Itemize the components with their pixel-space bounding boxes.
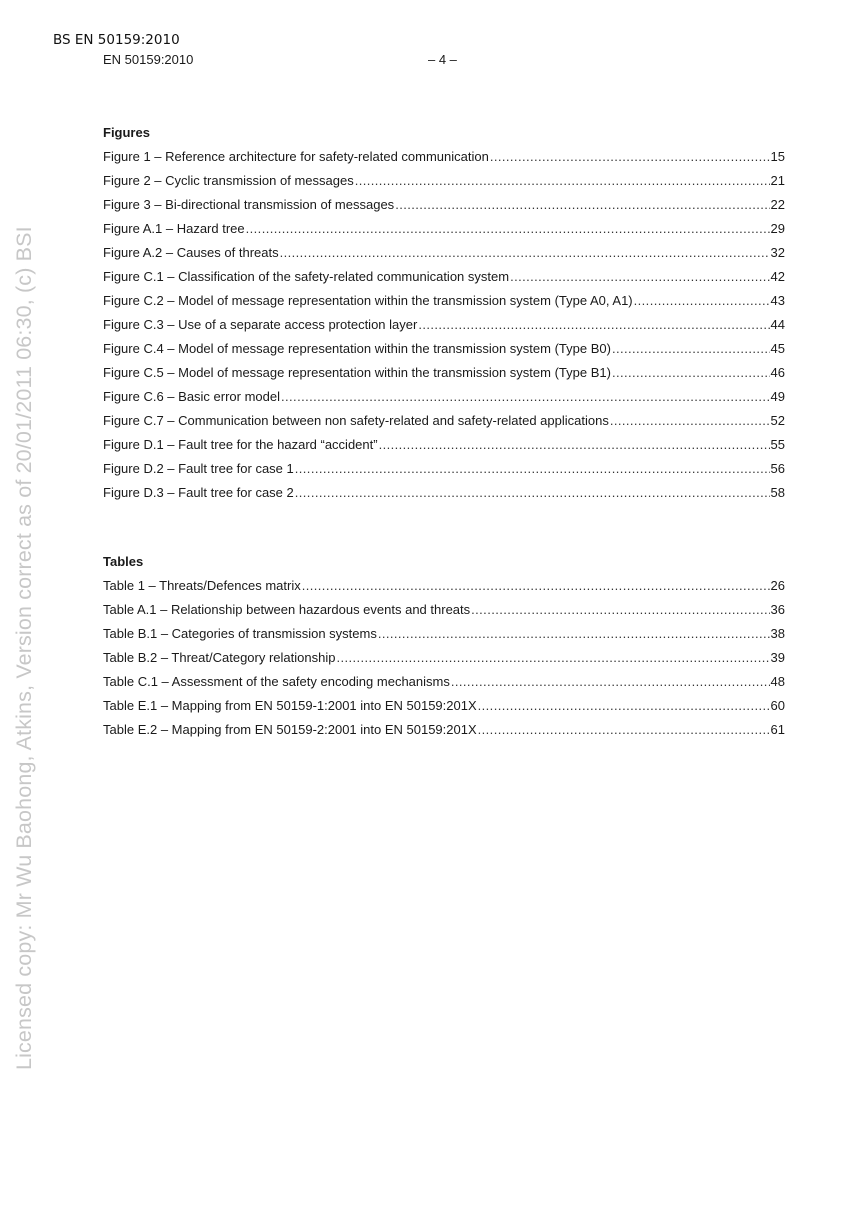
dot-leader [295, 460, 770, 477]
dot-leader [280, 244, 770, 261]
toc-entry-title: Table C.1 – Assessment of the safety encoding mechanisms [103, 674, 450, 689]
toc-entry-page: 29 [770, 221, 785, 236]
toc-entry[interactable] [103, 697, 785, 721]
dot-leader [451, 673, 770, 690]
toc-entry-title: Table E.1 – Mapping from EN 50159-1:2001 into EN 50159:201X [103, 698, 477, 713]
toc-entry[interactable] [103, 388, 785, 412]
toc-entry-page: 60 [770, 698, 785, 713]
toc-entry-page: 56 [770, 461, 785, 476]
toc-entry[interactable] [103, 172, 785, 196]
toc-entry-title: Figure C.3 – Use of a separate access protection layer [103, 317, 418, 332]
standard-id: BS EN 50159:2010 [53, 32, 180, 48]
figures-heading: Figures [103, 125, 150, 140]
toc-entry-title: Figure 3 – Bi-directional transmission of messages [103, 197, 395, 212]
toc-entry-page: 15 [770, 149, 785, 164]
dot-leader [471, 601, 769, 618]
dot-leader [355, 172, 770, 189]
toc-entry-title: Figure C.7 – Communication between non safety-related and safety-related applications [103, 413, 609, 428]
license-watermark: Licensed copy: Mr Wu Baohong, Atkins, Version correct as of 20/01/2011 06:30, (c) BSI [12, 226, 36, 1070]
toc-entry-page: 48 [770, 674, 785, 689]
toc-entry-page: 32 [770, 245, 785, 260]
toc-entry-title: Figure D.3 – Fault tree for case 2 [103, 485, 294, 500]
toc-entry[interactable] [103, 148, 785, 172]
toc-entry[interactable] [103, 484, 785, 508]
toc-entry-page: 44 [770, 317, 785, 332]
dot-leader [610, 412, 770, 429]
toc-entry-page: 43 [770, 293, 785, 308]
toc-entry[interactable] [103, 460, 785, 484]
dot-leader [379, 436, 770, 453]
dot-leader [302, 577, 770, 594]
toc-entry[interactable] [103, 625, 785, 649]
dot-leader [634, 292, 770, 309]
toc-entry-page: 21 [770, 173, 785, 188]
toc-entry[interactable] [103, 577, 785, 601]
dot-leader [612, 340, 770, 357]
tables-heading: Tables [103, 554, 144, 569]
toc-entry-page: 36 [770, 602, 785, 617]
toc-entry[interactable] [103, 220, 785, 244]
dot-leader [490, 148, 770, 165]
toc-entry[interactable] [103, 721, 785, 745]
toc-entry-title: Figure C.2 – Model of message representation within the transmission system (Type A0, A1) [103, 293, 633, 308]
toc-entry-title: Figure D.1 – Fault tree for the hazard “accident” [103, 437, 378, 452]
toc-entry[interactable] [103, 649, 785, 673]
toc-entry-title: Table 1 – Threats/Defences matrix [103, 578, 301, 593]
toc-entry-page: 39 [770, 650, 785, 665]
toc-entry[interactable] [103, 268, 785, 292]
toc-entry[interactable] [103, 292, 785, 316]
toc-entry-page: 52 [770, 413, 785, 428]
document-number: EN 50159:2010 [103, 52, 194, 67]
dot-leader [478, 721, 770, 738]
toc-entry[interactable] [103, 196, 785, 220]
list-of-figures [103, 124, 785, 508]
toc-entry[interactable] [103, 244, 785, 268]
toc-entry-title: Table A.1 – Relationship between hazardous events and threats [103, 602, 471, 617]
toc-entry[interactable] [103, 601, 785, 625]
toc-entry-title: Figure 1 – Reference architecture for safety-related communication [103, 149, 489, 164]
dot-leader [395, 196, 769, 213]
toc-entry-page: 26 [770, 578, 785, 593]
toc-entry-page: 55 [770, 437, 785, 452]
toc-entry[interactable] [103, 316, 785, 340]
toc-entry-page: 61 [770, 722, 785, 737]
toc-entry-title: Figure D.2 – Fault tree for case 1 [103, 461, 294, 476]
toc-entry-page: 49 [770, 389, 785, 404]
toc-entry-title: Figure C.1 – Classification of the safety-related communication system [103, 269, 510, 284]
toc-entry-page: 45 [770, 341, 785, 356]
dot-leader [378, 625, 770, 642]
toc-entry-title: Figure A.1 – Hazard tree [103, 221, 245, 236]
toc-entry-title: Figure C.4 – Model of message representation within the transmission system (Type B0) [103, 341, 611, 356]
figures-list [103, 148, 785, 508]
toc-entry[interactable] [103, 364, 785, 388]
dot-leader [246, 220, 770, 237]
dot-leader [510, 268, 769, 285]
toc-entry-page: 22 [770, 197, 785, 212]
toc-entry-title: Table E.2 – Mapping from EN 50159-2:2001 into EN 50159:201X [103, 722, 477, 737]
toc-entry-title: Table B.2 – Threat/Category relationship [103, 650, 336, 665]
toc-entry-title: Figure A.2 – Causes of threats [103, 245, 279, 260]
toc-entry-title: Figure C.6 – Basic error model [103, 389, 281, 404]
toc-entry[interactable] [103, 340, 785, 364]
dot-leader [418, 316, 769, 333]
toc-entry-page: 58 [770, 485, 785, 500]
dot-leader [478, 697, 770, 714]
toc-entry-page: 38 [770, 626, 785, 641]
toc-entry-title: Table B.1 – Categories of transmission systems [103, 626, 377, 641]
tables-list [103, 577, 785, 745]
toc-entry-page: 46 [770, 365, 785, 380]
dot-leader [295, 484, 770, 501]
toc-entry-title: Figure 2 – Cyclic transmission of messages [103, 173, 354, 188]
toc-entry[interactable] [103, 673, 785, 697]
list-of-tables [103, 553, 785, 745]
page-number: – 4 – [428, 52, 457, 67]
toc-entry[interactable] [103, 436, 785, 460]
dot-leader [281, 388, 770, 405]
dot-leader [336, 649, 769, 666]
dot-leader [612, 364, 770, 381]
toc-entry-page: 42 [770, 269, 785, 284]
toc-entry-title: Figure C.5 – Model of message representation within the transmission system (Type B1) [103, 365, 611, 380]
toc-entry[interactable] [103, 412, 785, 436]
